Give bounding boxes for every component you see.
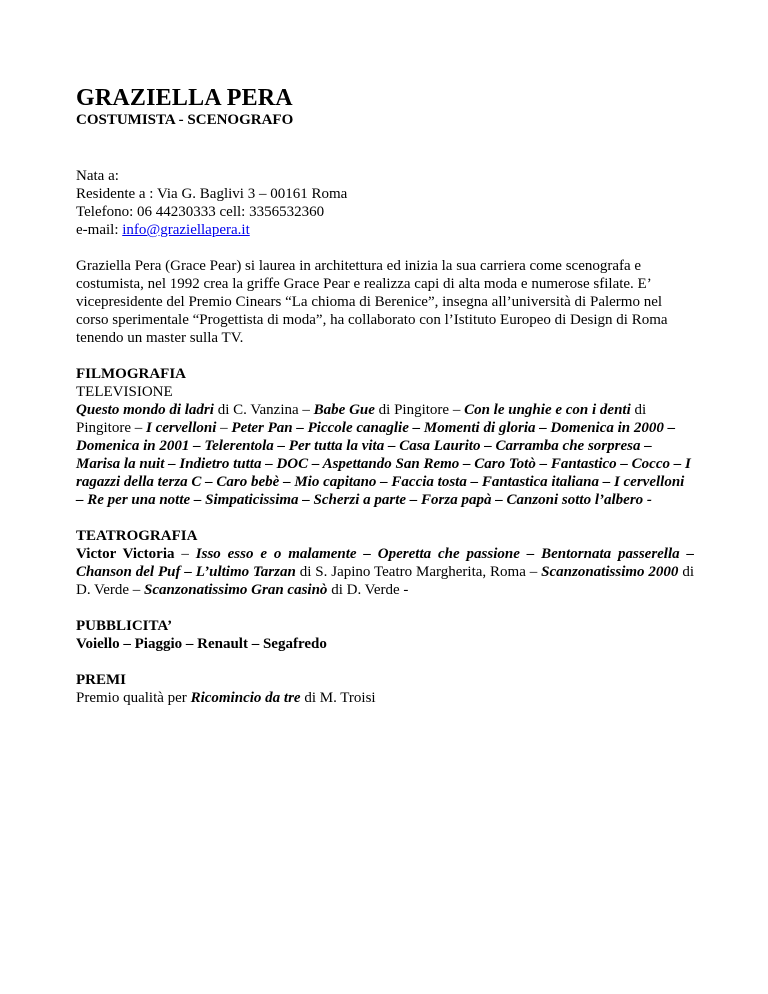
work-text: di C. Vanzina – — [213, 402, 314, 418]
pubblicita-heading: PUBBLICITA’ — [76, 618, 173, 634]
work-text: di S. Japino Teatro Margherita, Roma – — [295, 564, 542, 580]
award-line — [76, 689, 694, 707]
phone-line: Telefono: 06 44230333 cell: 3356532360 — [76, 204, 325, 220]
work-title: Questo mondo di ladri — [76, 402, 214, 418]
advertising-clients: Voiello – Piaggio – Renault – Segafredo — [76, 636, 327, 652]
pubblicita-section — [76, 617, 694, 653]
email-line — [76, 221, 694, 239]
biography-paragraph: Graziella Pera (Grace Pear) si laurea in architettura ed inizia la sua carriera come scenografa e costumista, nel 1992 crea la griffe Grace Pear e realizza capi di alta moda e numerose sfilate. E’ vicepresidente del Premio Cinears “La chioma di Berenice”, insegna all’università di Palermo nel corso sperimentale “Progettista di moda”, ha collaborato con l’Istituto Europeo di Design di Roma tenendo un master sulla TV. — [76, 258, 668, 346]
work-text: di D. Verde - — [327, 582, 409, 598]
television-works-list — [76, 401, 694, 509]
work-text: di Pingitore – — [374, 402, 465, 418]
award-prefix: Premio qualità per — [76, 690, 191, 706]
work-title: Victor Victoria — [76, 546, 175, 562]
filmografia-section — [76, 365, 694, 509]
filmografia-heading: FILMOGRAFIA — [76, 366, 186, 382]
teatrografia-heading: TEATROGRAFIA — [76, 528, 198, 544]
work-title: Scanzonatissimo Gran casinò — [144, 582, 328, 598]
televisione-subheading: TELEVISIONE — [76, 384, 173, 400]
theatre-works-list — [76, 545, 694, 599]
work-title: I cervelloni — [146, 420, 217, 436]
contact-block — [76, 167, 694, 239]
work-title: Babe Gue — [313, 402, 375, 418]
person-role: COSTUMISTA - SCENOGRAFO — [76, 112, 294, 128]
work-title: Isso esso e o malamente – Operetta che passione – Bentornata passerella – Chanson del Puf – L’ultimo Tarzan — [76, 546, 695, 580]
email-label: e-mail: — [76, 222, 123, 238]
residence-line: Residente a : Via G. Baglivi 3 – 00161 Roma — [76, 186, 348, 202]
work-title: Peter Pan – Piccole canaglie – Momenti di gloria – Domenica in 2000 – Domenica in 2001 – Telerentola – Per tutta la vita – Casa Laurito – Carramba che sorpresa – Marisa la nuit – Indietro tutta – DOC – Aspettando San Remo – Caro Totò – Fantastico – Cocco – I ragazzi della terza C – Caro bebè – Mio capitano – Faccia tosta – Fantastica italiana – I cervelloni – Re per una notte – Simpaticissima – Scherzi a parte – Forza papà – Canzoni sotto l’albero - — [76, 420, 691, 508]
work-title: Con le unghie e con i denti — [464, 402, 631, 418]
work-text: di Pingitore – — [76, 402, 647, 436]
work-text: di D. Verde – — [76, 564, 694, 598]
work-text: – — [216, 420, 232, 436]
premi-section — [76, 671, 694, 707]
award-work-title: Ricomincio da tre — [190, 690, 301, 706]
teatrografia-section — [76, 527, 694, 599]
award-suffix: di M. Troisi — [300, 690, 376, 706]
email-link[interactable]: info@graziellapera.it — [122, 222, 250, 238]
birth-line: Nata a: — [76, 168, 119, 184]
premi-heading: PREMI — [76, 672, 126, 688]
person-name: GRAZIELLA PERA — [76, 85, 293, 111]
work-title: Scanzonatissimo 2000 — [541, 564, 679, 580]
work-text: – — [174, 546, 196, 562]
